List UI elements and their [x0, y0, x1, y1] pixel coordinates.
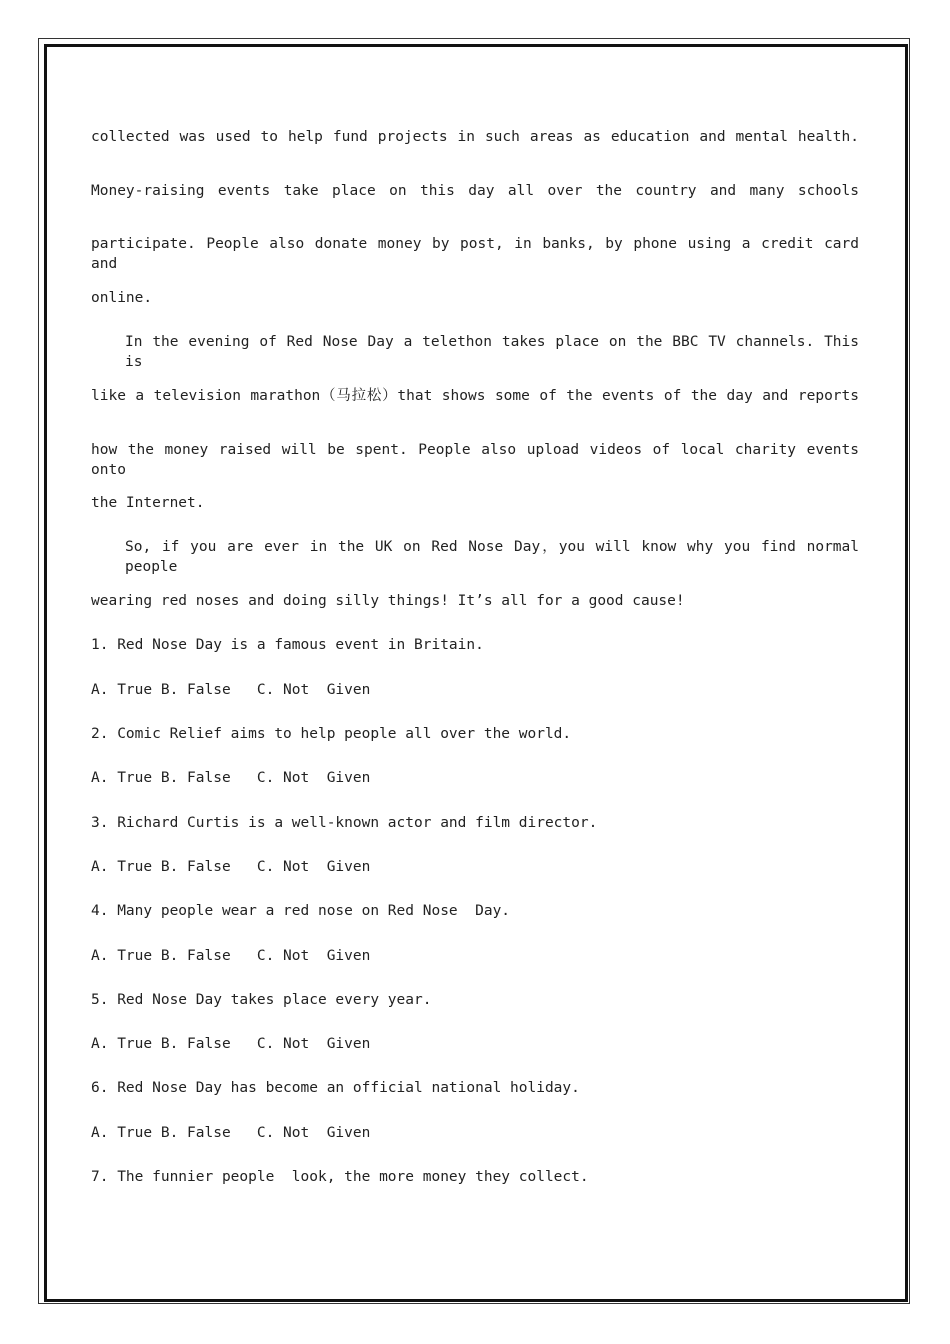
page-border-inner	[44, 44, 908, 1302]
passage-line: wearing red noses and doing silly things! It’s all for a good cause!	[91, 593, 685, 609]
passage-line: like a television marathon（马拉松）that shows some of the events of the day and reports	[91, 388, 859, 404]
question-options: A. True B. False C. Not Given	[91, 1125, 371, 1141]
question-options: A. True B. False C. Not Given	[91, 1036, 371, 1052]
question-options: A. True B. False C. Not Given	[91, 770, 371, 786]
passage-line: In the evening of Red Nose Day a telethon takes place on the BBC TV channels. This is	[125, 334, 859, 370]
question-text: 5. Red Nose Day takes place every year.	[91, 992, 432, 1008]
passage-line: Money-raising events take place on this day all over the country and many schools	[91, 183, 859, 199]
question-text: 7. The funnier people look, the more money they collect.	[91, 1169, 589, 1185]
question-text: 1. Red Nose Day is a famous event in Britain.	[91, 637, 484, 653]
question-options: A. True B. False C. Not Given	[91, 948, 371, 964]
question-text: 4. Many people wear a red nose on Red Nose Day.	[91, 903, 511, 919]
question-text: 2. Comic Relief aims to help people all over the world.	[91, 726, 572, 742]
question-text: 3. Richard Curtis is a well-known actor and film director.	[91, 815, 598, 831]
passage-line: the Internet.	[91, 495, 205, 511]
passage-line: online.	[91, 290, 153, 306]
passage-line: participate. People also donate money by post, in banks, by phone using a credit card and	[91, 236, 859, 272]
passage-line: So, if you are ever in the UK on Red Nose Day，you will know why you find normal people	[125, 539, 859, 575]
question-text: 6. Red Nose Day has become an official national holiday.	[91, 1080, 580, 1096]
question-options: A. True B. False C. Not Given	[91, 859, 371, 875]
passage-line: how the money raised will be spent. People also upload videos of local charity events onto	[91, 442, 859, 478]
question-options: A. True B. False C. Not Given	[91, 682, 371, 698]
passage-line: collected was used to help fund projects in such areas as education and mental health.	[91, 129, 859, 145]
